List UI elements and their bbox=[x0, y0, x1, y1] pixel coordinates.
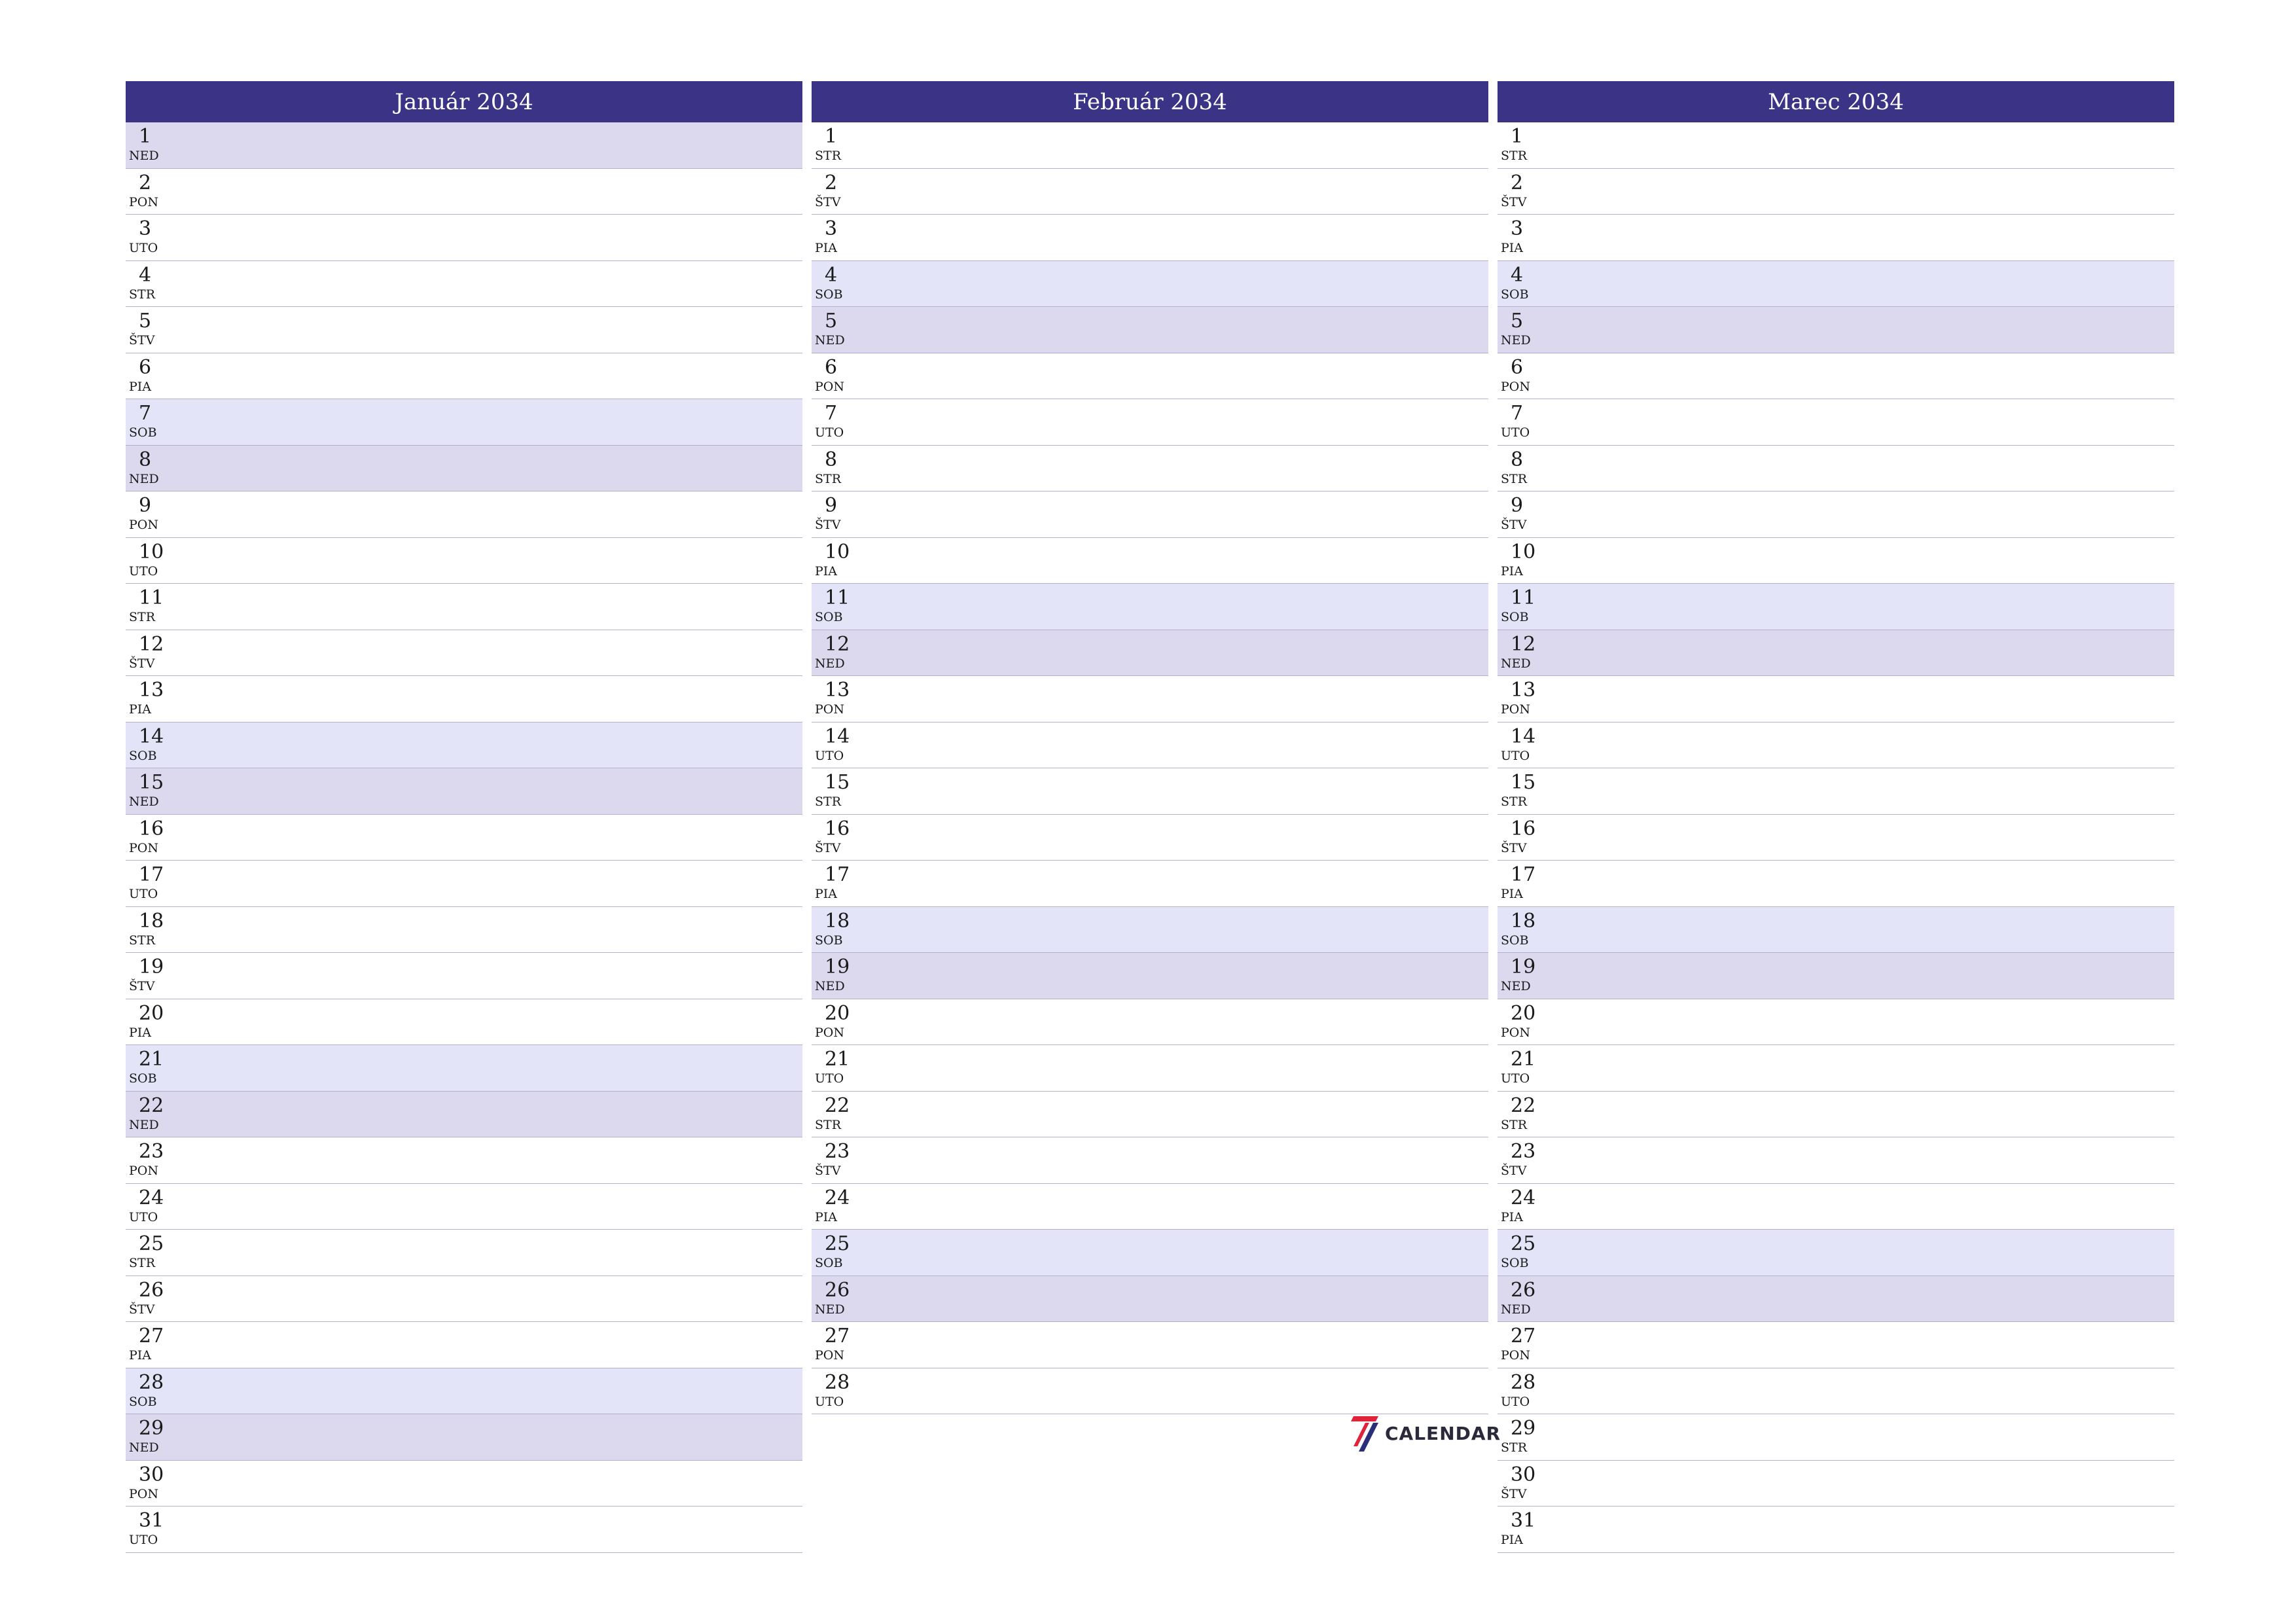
day-name: PON bbox=[129, 194, 158, 209]
day-number: 23 bbox=[139, 1140, 164, 1163]
day-name: UTO bbox=[815, 1071, 844, 1086]
day-row bbox=[1498, 630, 2174, 677]
day-number: 1 bbox=[1511, 125, 1524, 148]
day-row bbox=[1498, 307, 2174, 353]
day-name: PIA bbox=[1501, 563, 1524, 579]
day-name: NED bbox=[129, 1440, 159, 1455]
day-row bbox=[812, 261, 1488, 308]
day-number: 8 bbox=[1511, 448, 1524, 471]
day-row bbox=[126, 1184, 802, 1230]
day-row bbox=[126, 999, 802, 1046]
day-row bbox=[812, 676, 1488, 722]
day-row bbox=[812, 399, 1488, 446]
day-name: PON bbox=[815, 1348, 844, 1363]
day-name: SOB bbox=[815, 287, 843, 302]
day-name: ŠTV bbox=[815, 840, 841, 855]
day-row bbox=[812, 446, 1488, 492]
day-number: 15 bbox=[139, 771, 164, 794]
day-row bbox=[1498, 1461, 2174, 1507]
day-number: 7 bbox=[825, 402, 838, 425]
day-name: UTO bbox=[129, 241, 158, 255]
day-name: SOB bbox=[815, 933, 843, 948]
day-name: NED bbox=[815, 979, 845, 993]
day-name: PIA bbox=[815, 563, 838, 579]
day-number: 20 bbox=[1511, 1001, 1536, 1025]
day-number: 18 bbox=[825, 909, 850, 933]
day-name: ŠTV bbox=[129, 979, 155, 993]
day-name: STR bbox=[1501, 471, 1527, 486]
day-name: PON bbox=[1501, 379, 1530, 394]
day-row bbox=[812, 907, 1488, 954]
day-number: 11 bbox=[1511, 586, 1536, 609]
day-name: NED bbox=[815, 1302, 845, 1317]
day-number: 28 bbox=[139, 1370, 164, 1394]
day-list bbox=[812, 122, 1488, 1414]
day-name: PIA bbox=[129, 1348, 152, 1363]
day-number: 20 bbox=[139, 1001, 164, 1025]
day-number: 26 bbox=[139, 1278, 164, 1302]
day-number: 27 bbox=[1511, 1325, 1536, 1347]
day-number: 10 bbox=[139, 540, 164, 563]
day-number: 17 bbox=[825, 863, 850, 886]
day-number: 26 bbox=[825, 1278, 850, 1302]
day-row bbox=[812, 1045, 1488, 1092]
day-row bbox=[126, 861, 802, 907]
day-row bbox=[126, 1230, 802, 1276]
day-name: STR bbox=[815, 471, 841, 486]
day-number: 25 bbox=[1511, 1232, 1536, 1255]
day-number: 27 bbox=[139, 1325, 164, 1347]
day-row bbox=[126, 307, 802, 353]
month-february bbox=[812, 81, 1488, 1553]
day-row bbox=[812, 584, 1488, 630]
day-number: 4 bbox=[1511, 263, 1524, 287]
day-number: 17 bbox=[1511, 863, 1536, 886]
day-row bbox=[812, 768, 1488, 815]
day-name: PIA bbox=[1501, 1533, 1524, 1547]
day-name: STR bbox=[1501, 1440, 1527, 1455]
day-number: 27 bbox=[825, 1325, 850, 1347]
day-row bbox=[1498, 1230, 2174, 1276]
day-name: STR bbox=[129, 610, 155, 624]
day-row bbox=[126, 1461, 802, 1507]
day-row bbox=[812, 169, 1488, 215]
day-name: SOB bbox=[129, 1394, 157, 1409]
day-number: 19 bbox=[139, 955, 164, 978]
day-name: ŠTV bbox=[1501, 194, 1527, 209]
day-name: SOB bbox=[129, 1071, 157, 1086]
day-number: 30 bbox=[139, 1463, 164, 1486]
day-number: 2 bbox=[825, 171, 838, 194]
day-row bbox=[812, 630, 1488, 677]
month-title: Marec 2034 bbox=[1498, 81, 2174, 122]
day-number: 2 bbox=[1511, 171, 1524, 194]
day-name: ŠTV bbox=[815, 518, 841, 532]
day-row bbox=[812, 861, 1488, 907]
day-name: PON bbox=[1501, 702, 1530, 717]
day-name: SOB bbox=[129, 425, 157, 440]
day-row bbox=[1498, 1507, 2174, 1553]
day-number: 9 bbox=[139, 494, 152, 517]
day-row bbox=[1498, 353, 2174, 400]
month-january bbox=[126, 81, 802, 1553]
day-name: PON bbox=[815, 1025, 844, 1040]
day-name: ŠTV bbox=[129, 333, 155, 348]
day-row bbox=[1498, 215, 2174, 261]
day-row bbox=[1498, 1092, 2174, 1138]
day-name: UTO bbox=[129, 563, 158, 579]
day-row bbox=[126, 399, 802, 446]
day-name: ŠTV bbox=[1501, 1164, 1527, 1178]
day-number: 4 bbox=[139, 263, 152, 287]
day-number: 21 bbox=[139, 1048, 164, 1071]
day-number: 14 bbox=[139, 724, 164, 748]
day-name: PIA bbox=[1501, 887, 1524, 901]
day-row bbox=[126, 261, 802, 308]
day-name: PON bbox=[815, 379, 844, 394]
day-number: 19 bbox=[825, 955, 850, 978]
day-number: 13 bbox=[1511, 679, 1536, 702]
day-row bbox=[126, 1507, 802, 1553]
day-name: PON bbox=[129, 840, 158, 855]
day-row bbox=[1498, 169, 2174, 215]
day-number: 5 bbox=[1511, 310, 1524, 332]
day-number: 29 bbox=[139, 1417, 164, 1440]
day-list bbox=[1498, 122, 2174, 1553]
day-row bbox=[126, 215, 802, 261]
day-number: 10 bbox=[1511, 540, 1536, 563]
day-number: 22 bbox=[825, 1094, 850, 1117]
day-name: PIA bbox=[1501, 1209, 1524, 1224]
day-row bbox=[1498, 1322, 2174, 1368]
day-row bbox=[1498, 768, 2174, 815]
day-name: SOB bbox=[1501, 610, 1529, 624]
day-row bbox=[812, 491, 1488, 538]
day-number: 25 bbox=[825, 1232, 850, 1255]
day-name: NED bbox=[1501, 656, 1531, 671]
day-number: 7 bbox=[139, 402, 152, 425]
day-row bbox=[126, 1137, 802, 1184]
day-row bbox=[1498, 999, 2174, 1046]
day-row bbox=[812, 1322, 1488, 1368]
month-title: Január 2034 bbox=[126, 81, 802, 122]
seven-logo-icon bbox=[1350, 1414, 1381, 1453]
day-row bbox=[812, 307, 1488, 353]
day-row bbox=[126, 353, 802, 400]
day-number: 13 bbox=[825, 679, 850, 702]
day-name: ŠTV bbox=[129, 1302, 155, 1317]
day-name: NED bbox=[1501, 1302, 1531, 1317]
day-row bbox=[812, 815, 1488, 861]
day-name: PIA bbox=[1501, 241, 1524, 255]
day-number: 14 bbox=[1511, 724, 1536, 748]
day-number: 24 bbox=[139, 1186, 164, 1209]
day-row bbox=[126, 584, 802, 630]
day-row bbox=[812, 1184, 1488, 1230]
day-name: PON bbox=[129, 1164, 158, 1178]
day-name: NED bbox=[129, 149, 159, 163]
day-number: 23 bbox=[825, 1140, 850, 1163]
day-name: UTO bbox=[1501, 748, 1530, 763]
day-row bbox=[126, 538, 802, 584]
day-number: 16 bbox=[825, 817, 850, 840]
day-name: STR bbox=[1501, 794, 1527, 809]
day-row bbox=[812, 1368, 1488, 1415]
brand-logo bbox=[1350, 1414, 1501, 1453]
day-name: STR bbox=[1501, 149, 1527, 163]
day-name: ŠTV bbox=[1501, 518, 1527, 532]
day-name: NED bbox=[129, 471, 159, 486]
day-number: 6 bbox=[1511, 355, 1524, 379]
day-name: PIA bbox=[129, 1025, 152, 1040]
day-row bbox=[126, 722, 802, 769]
day-row bbox=[1498, 1414, 2174, 1461]
day-name: NED bbox=[1501, 333, 1531, 348]
day-name: PON bbox=[129, 1486, 158, 1501]
day-name: STR bbox=[1501, 1117, 1527, 1132]
day-name: STR bbox=[129, 287, 155, 302]
day-number: 31 bbox=[1511, 1509, 1536, 1532]
day-name: UTO bbox=[815, 425, 844, 440]
day-row bbox=[126, 122, 802, 169]
day-number: 28 bbox=[1511, 1370, 1536, 1394]
day-row bbox=[126, 1092, 802, 1138]
day-name: UTO bbox=[129, 1209, 158, 1224]
day-row bbox=[126, 630, 802, 677]
day-row bbox=[126, 1414, 802, 1461]
day-row bbox=[126, 953, 802, 999]
day-number: 7 bbox=[1511, 402, 1524, 425]
day-number: 12 bbox=[139, 632, 164, 656]
day-row bbox=[1498, 261, 2174, 308]
day-name: PIA bbox=[129, 379, 152, 394]
day-name: PON bbox=[815, 702, 844, 717]
day-number: 12 bbox=[1511, 632, 1536, 656]
day-row bbox=[1498, 815, 2174, 861]
logo-text: CALENDAR bbox=[1385, 1422, 1501, 1444]
day-row bbox=[126, 676, 802, 722]
day-row bbox=[1498, 953, 2174, 999]
day-name: UTO bbox=[1501, 425, 1530, 440]
day-row bbox=[126, 907, 802, 954]
month-march bbox=[1498, 81, 2174, 1553]
day-row bbox=[1498, 446, 2174, 492]
day-row bbox=[1498, 1137, 2174, 1184]
day-number: 3 bbox=[139, 217, 152, 240]
day-list bbox=[126, 122, 802, 1553]
day-row bbox=[126, 815, 802, 861]
day-row bbox=[1498, 399, 2174, 446]
day-number: 22 bbox=[139, 1094, 164, 1117]
day-name: PIA bbox=[815, 887, 838, 901]
day-number: 20 bbox=[825, 1001, 850, 1025]
day-name: ŠTV bbox=[1501, 840, 1527, 855]
day-row bbox=[1498, 861, 2174, 907]
day-name: SOB bbox=[1501, 933, 1529, 948]
day-row bbox=[1498, 907, 2174, 954]
day-row bbox=[812, 215, 1488, 261]
day-name: SOB bbox=[129, 748, 157, 763]
day-number: 12 bbox=[825, 632, 850, 656]
day-name: UTO bbox=[129, 1533, 158, 1547]
day-row bbox=[812, 953, 1488, 999]
day-name: NED bbox=[815, 333, 845, 348]
day-name: STR bbox=[129, 933, 155, 948]
day-row bbox=[1498, 722, 2174, 769]
day-number: 9 bbox=[825, 494, 838, 517]
day-name: NED bbox=[129, 1117, 159, 1132]
day-row bbox=[812, 1092, 1488, 1138]
day-row bbox=[126, 1045, 802, 1092]
day-number: 31 bbox=[139, 1509, 164, 1532]
day-number: 16 bbox=[139, 817, 164, 840]
day-number: 18 bbox=[139, 909, 164, 933]
day-number: 25 bbox=[139, 1232, 164, 1255]
day-number: 17 bbox=[139, 863, 164, 886]
day-name: NED bbox=[1501, 979, 1531, 993]
day-number: 3 bbox=[825, 217, 838, 240]
day-number: 10 bbox=[825, 540, 850, 563]
day-name: STR bbox=[815, 1117, 841, 1132]
day-name: PIA bbox=[815, 241, 838, 255]
day-number: 4 bbox=[825, 263, 838, 287]
day-row bbox=[1498, 1045, 2174, 1092]
day-number: 16 bbox=[1511, 817, 1536, 840]
day-number: 1 bbox=[139, 125, 152, 148]
day-name: STR bbox=[815, 794, 841, 809]
day-number: 22 bbox=[1511, 1094, 1536, 1117]
day-number: 13 bbox=[139, 679, 164, 702]
day-number: 5 bbox=[139, 310, 152, 332]
day-number: 8 bbox=[139, 448, 152, 471]
day-number: 11 bbox=[825, 586, 850, 609]
day-row bbox=[1498, 1368, 2174, 1415]
day-name: STR bbox=[815, 149, 841, 163]
day-name: PON bbox=[1501, 1025, 1530, 1040]
day-number: 18 bbox=[1511, 909, 1536, 933]
day-row bbox=[1498, 491, 2174, 538]
day-row bbox=[126, 1276, 802, 1323]
day-row bbox=[1498, 1276, 2174, 1323]
day-name: PIA bbox=[129, 702, 152, 717]
day-name: NED bbox=[129, 794, 159, 809]
day-number: 15 bbox=[1511, 771, 1536, 794]
day-number: 19 bbox=[1511, 955, 1536, 978]
day-name: NED bbox=[815, 656, 845, 671]
day-name: UTO bbox=[815, 748, 844, 763]
day-number: 3 bbox=[1511, 217, 1524, 240]
day-row bbox=[126, 446, 802, 492]
day-row bbox=[812, 999, 1488, 1046]
day-number: 21 bbox=[1511, 1048, 1536, 1071]
day-row bbox=[126, 169, 802, 215]
day-number: 23 bbox=[1511, 1140, 1536, 1163]
day-number: 26 bbox=[1511, 1278, 1536, 1302]
day-number: 5 bbox=[825, 310, 838, 332]
day-name: PIA bbox=[815, 1209, 838, 1224]
day-number: 29 bbox=[1511, 1417, 1536, 1440]
day-name: STR bbox=[129, 1256, 155, 1270]
day-name: PON bbox=[129, 518, 158, 532]
day-row bbox=[812, 353, 1488, 400]
day-number: 21 bbox=[825, 1048, 850, 1071]
day-name: SOB bbox=[1501, 1256, 1529, 1270]
day-row bbox=[126, 768, 802, 815]
day-name: SOB bbox=[815, 610, 843, 624]
day-row bbox=[812, 1230, 1488, 1276]
month-title: Február 2034 bbox=[812, 81, 1488, 122]
day-number: 24 bbox=[1511, 1186, 1536, 1209]
day-name: UTO bbox=[815, 1394, 844, 1409]
day-row bbox=[1498, 1184, 2174, 1230]
calendar-months bbox=[126, 81, 2176, 1553]
day-name: SOB bbox=[815, 1256, 843, 1270]
day-row bbox=[126, 491, 802, 538]
day-row bbox=[1498, 122, 2174, 169]
day-row bbox=[126, 1322, 802, 1368]
day-name: ŠTV bbox=[129, 656, 155, 671]
day-number: 24 bbox=[825, 1186, 850, 1209]
day-name: ŠTV bbox=[815, 1164, 841, 1178]
day-row bbox=[812, 538, 1488, 584]
day-row bbox=[812, 1276, 1488, 1323]
day-row bbox=[812, 722, 1488, 769]
day-number: 28 bbox=[825, 1370, 850, 1394]
day-row bbox=[126, 1368, 802, 1415]
day-number: 1 bbox=[825, 125, 838, 148]
day-name: UTO bbox=[129, 887, 158, 901]
day-row bbox=[1498, 538, 2174, 584]
day-number: 6 bbox=[825, 355, 838, 379]
day-name: UTO bbox=[1501, 1394, 1530, 1409]
day-name: ŠTV bbox=[1501, 1486, 1527, 1501]
day-name: UTO bbox=[1501, 1071, 1530, 1086]
day-number: 14 bbox=[825, 724, 850, 748]
day-name: PON bbox=[1501, 1348, 1530, 1363]
day-number: 6 bbox=[139, 355, 152, 379]
day-row bbox=[1498, 584, 2174, 630]
day-number: 11 bbox=[139, 586, 164, 609]
day-row bbox=[1498, 676, 2174, 722]
day-row bbox=[812, 1137, 1488, 1184]
day-number: 30 bbox=[1511, 1463, 1536, 1486]
day-number: 2 bbox=[139, 171, 152, 194]
day-name: SOB bbox=[1501, 287, 1529, 302]
day-number: 15 bbox=[825, 771, 850, 794]
day-name: ŠTV bbox=[815, 194, 841, 209]
day-number: 8 bbox=[825, 448, 838, 471]
day-number: 9 bbox=[1511, 494, 1524, 517]
day-row bbox=[812, 122, 1488, 169]
